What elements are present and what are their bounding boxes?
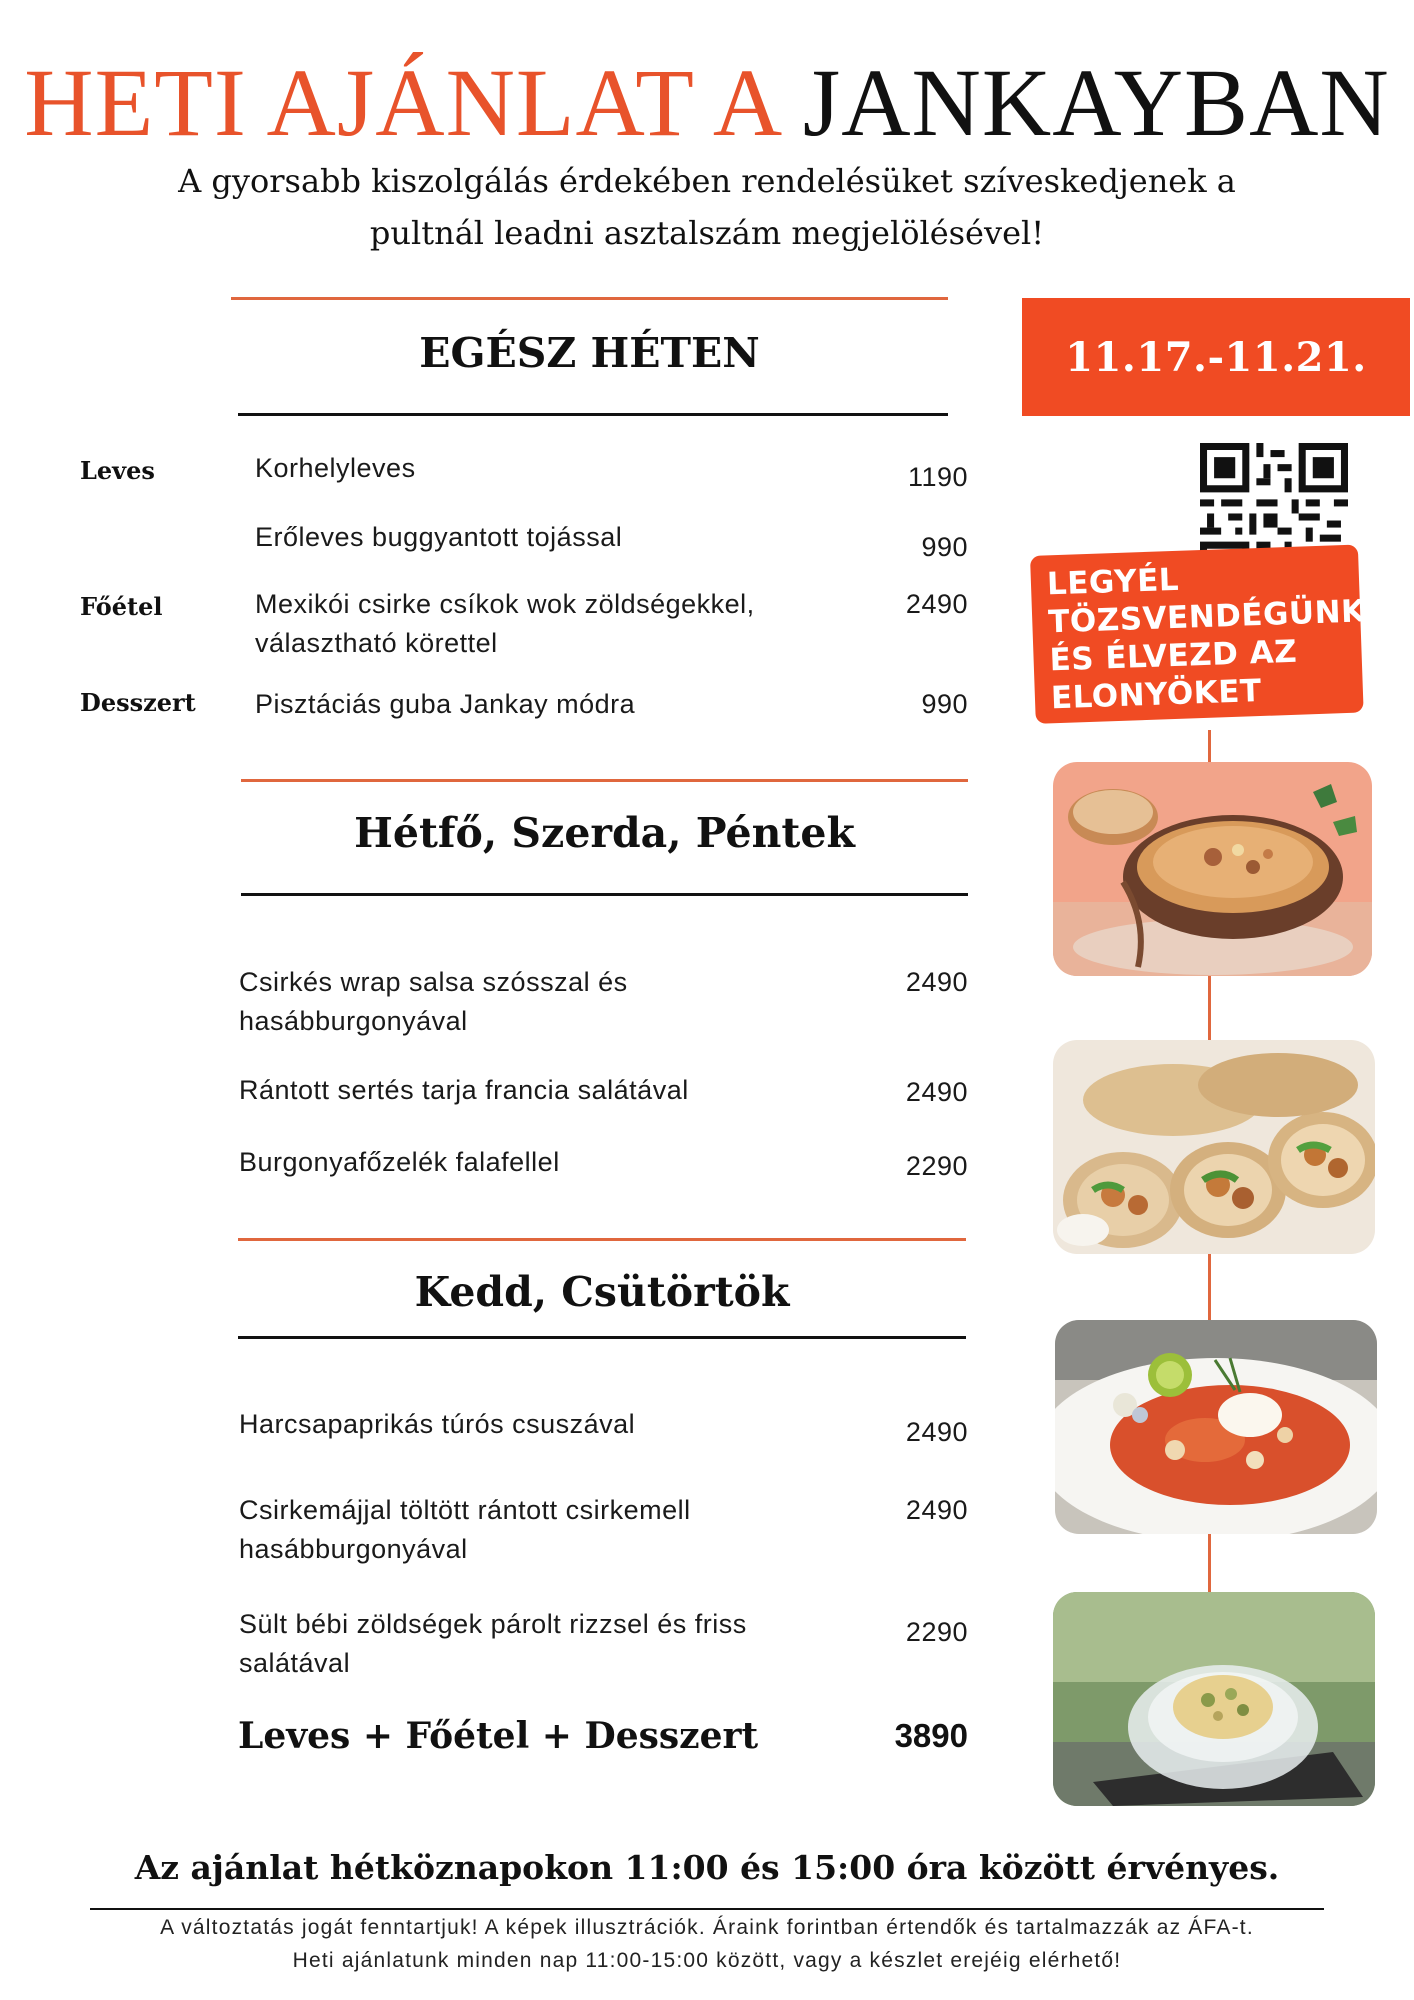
page-title — [0, 48, 1414, 158]
date-range-badge — [1022, 298, 1410, 416]
category-main: Főétel — [80, 592, 163, 621]
menu-item-name-line: választható körettel — [255, 628, 498, 658]
soup-image — [1053, 762, 1372, 976]
title-highlight: HETI AJÁNLAT A — [24, 49, 778, 156]
menu-item-price: 2290 — [905, 1151, 968, 1181]
category-soup: Leves — [80, 456, 155, 485]
date-range-text: 11.17.-11.21. — [1065, 333, 1367, 381]
menu-item-price: 2490 — [905, 589, 968, 619]
section-title-whole-week: EGÉSZ HÉTEN — [419, 329, 760, 377]
menu-item-name — [255, 585, 755, 663]
section-divider-bottom — [238, 1336, 966, 1339]
menu-item-price: 1190 — [907, 462, 968, 492]
menu-item-price: 990 — [921, 689, 968, 719]
dessert-image — [1053, 1592, 1375, 1806]
promo-line: LEGYÉL — [1046, 561, 1180, 603]
menu-item-name: Erőleves buggyantott tojással — [255, 522, 623, 552]
subtitle-line-1: A gyorsabb kiszolgálás érdekében rendelésüket szíveskedjenek a — [178, 162, 1236, 200]
combo-label: Leves + Főétel + Desszert — [238, 1715, 759, 1757]
section-divider-top — [231, 297, 948, 300]
menu-item-name: Pisztáciás guba Jankay módra — [255, 689, 636, 719]
menu-item-name-line: Mexikói csirke csíkok wok zöldségekkel, — [255, 589, 755, 619]
soup-photo — [1053, 762, 1372, 976]
menu-item-name-line: hasábburgonyával — [239, 1006, 468, 1036]
menu-item-name — [239, 1605, 747, 1683]
menu-item-name-line: salátával — [239, 1648, 351, 1678]
dessert-photo — [1053, 1592, 1375, 1806]
subtitle — [120, 155, 1294, 259]
menu-item-price: 2490 — [905, 1495, 968, 1525]
menu-item-price: 2490 — [905, 967, 968, 997]
footer-line-2: Heti ajánlatunk minden nap 11:00-15:00 között, vagy a készlet erejéig elérhető! — [292, 1949, 1122, 1972]
section-title-mon-wed-fri: Hétfő, Szerda, Péntek — [354, 809, 855, 857]
subtitle-line-2: pultnál leadni asztalszám megjelölésével! — [369, 214, 1045, 252]
menu-item-name: Rántott sertés tarja francia salátával — [239, 1075, 689, 1105]
menu-item-name-line: hasábburgonyával — [239, 1534, 468, 1564]
promo-line: ELONYÖKET — [1050, 673, 1263, 717]
loyalty-promo-badge — [1030, 545, 1367, 724]
wrap-image — [1053, 1040, 1375, 1254]
footer-line-1: A változtatás jogát fenntartjuk! A képek illusztrációk. Áraink forintban értendők és tartalmazzák az ÁFA-t. — [160, 1916, 1254, 1939]
menu-item-name-line: Sült bébi zöldségek párolt rizzsel és friss — [239, 1609, 747, 1639]
category-dessert: Desszert — [80, 688, 196, 717]
footer-divider — [90, 1908, 1324, 1910]
menu-item-price: 2290 — [905, 1617, 968, 1647]
wrap-photo — [1053, 1040, 1375, 1254]
section-divider-bottom — [238, 413, 948, 416]
menu-item-name — [239, 1491, 691, 1569]
section-divider-top — [238, 1238, 966, 1241]
menu-item-name — [239, 963, 628, 1041]
menu-item-name: Harcsapaprikás túrós csuszával — [239, 1409, 636, 1439]
menu-item-name: Korhelyleves — [255, 453, 416, 483]
menu-item-name-line: Csirkemájjal töltött rántott csirkemell — [239, 1495, 691, 1525]
paprikash-photo — [1055, 1320, 1377, 1534]
paprikash-image — [1055, 1320, 1377, 1534]
menu-item-name: Burgonyafőzelék falafellel — [239, 1147, 560, 1177]
section-title-tue-thu: Kedd, Csütörtök — [414, 1268, 790, 1316]
combo-price: 3890 — [894, 1717, 968, 1754]
menu-item-name-line: Csirkés wrap salsa szósszal és — [239, 967, 628, 997]
menu-item-price: 990 — [921, 532, 968, 562]
validity-note: Az ajánlat hétköznapokon 11:00 és 15:00 óra között érvényes. — [134, 1848, 1280, 1887]
promo-line: ÉS ÉLVEZD AZ — [1049, 633, 1298, 679]
menu-item-price: 2490 — [905, 1417, 968, 1447]
promo-line: TÖZSVENDÉGÜNK — [1047, 593, 1367, 641]
section-divider-bottom — [241, 893, 968, 896]
title-venue: JANKAYBAN — [802, 49, 1390, 156]
section-divider-top — [241, 779, 968, 782]
menu-item-price: 2490 — [905, 1077, 968, 1107]
